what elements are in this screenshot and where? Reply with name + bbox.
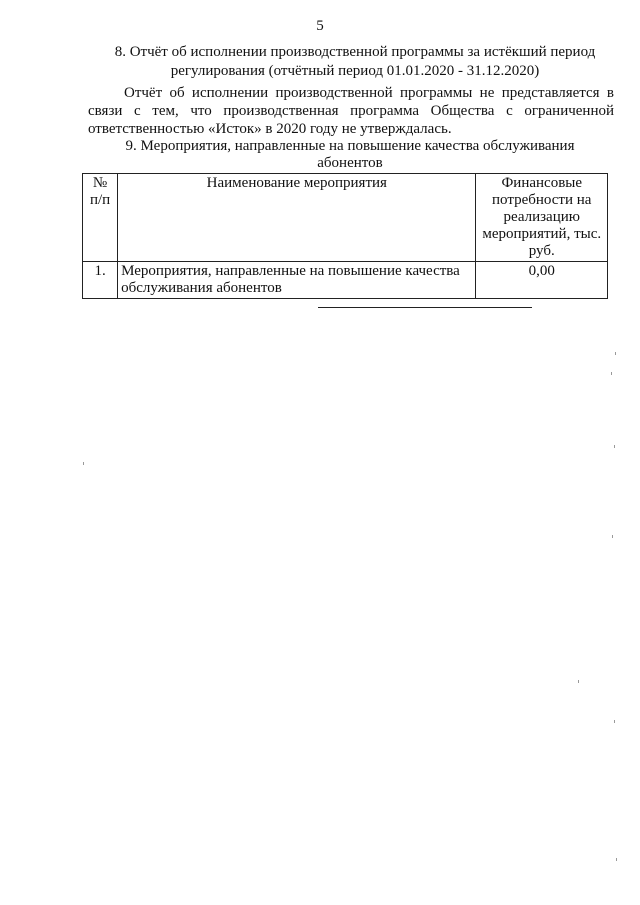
scan-speck [611, 372, 612, 375]
end-rule [318, 307, 532, 308]
scan-speck [616, 858, 617, 861]
row-number: 1. [83, 262, 118, 299]
scan-speck [578, 680, 579, 683]
header-financial-needs: Финансовые потребности на реализацию мероприятий, тыс. руб. [476, 174, 608, 262]
table-row [83, 262, 608, 299]
header-number: № п/п [83, 174, 118, 262]
scan-speck [612, 535, 613, 538]
table-header-row [83, 174, 608, 262]
measures-table [82, 173, 608, 299]
header-measure-name: Наименование мероприятия [118, 174, 476, 262]
scan-speck [83, 462, 84, 465]
section-8-paragraph: Отчёт об исполнении производственной программы не представляется в связи с тем, что производственная программа Общества с ограниченной ответственностью «Исток» в 2020 году не утверждалась. [88, 85, 614, 137]
scan-speck [614, 445, 615, 448]
scan-speck [614, 720, 615, 723]
page-number: 5 [316, 18, 324, 34]
scan-speck [615, 352, 616, 355]
section-9-heading: 9. Мероприятия, направленные на повышение качества обслуживания абонентов [125, 138, 575, 171]
row-financial-value: 0,00 [476, 262, 608, 299]
section-8-heading: 8. Отчёт об исполнении производственной программы за истёкший период регулирования (отчётный период 01.01.2020 - 31.12.2020) [114, 44, 596, 79]
row-measure-name: Мероприятия, направленные на повышение качества обслуживания абонентов [118, 262, 476, 299]
